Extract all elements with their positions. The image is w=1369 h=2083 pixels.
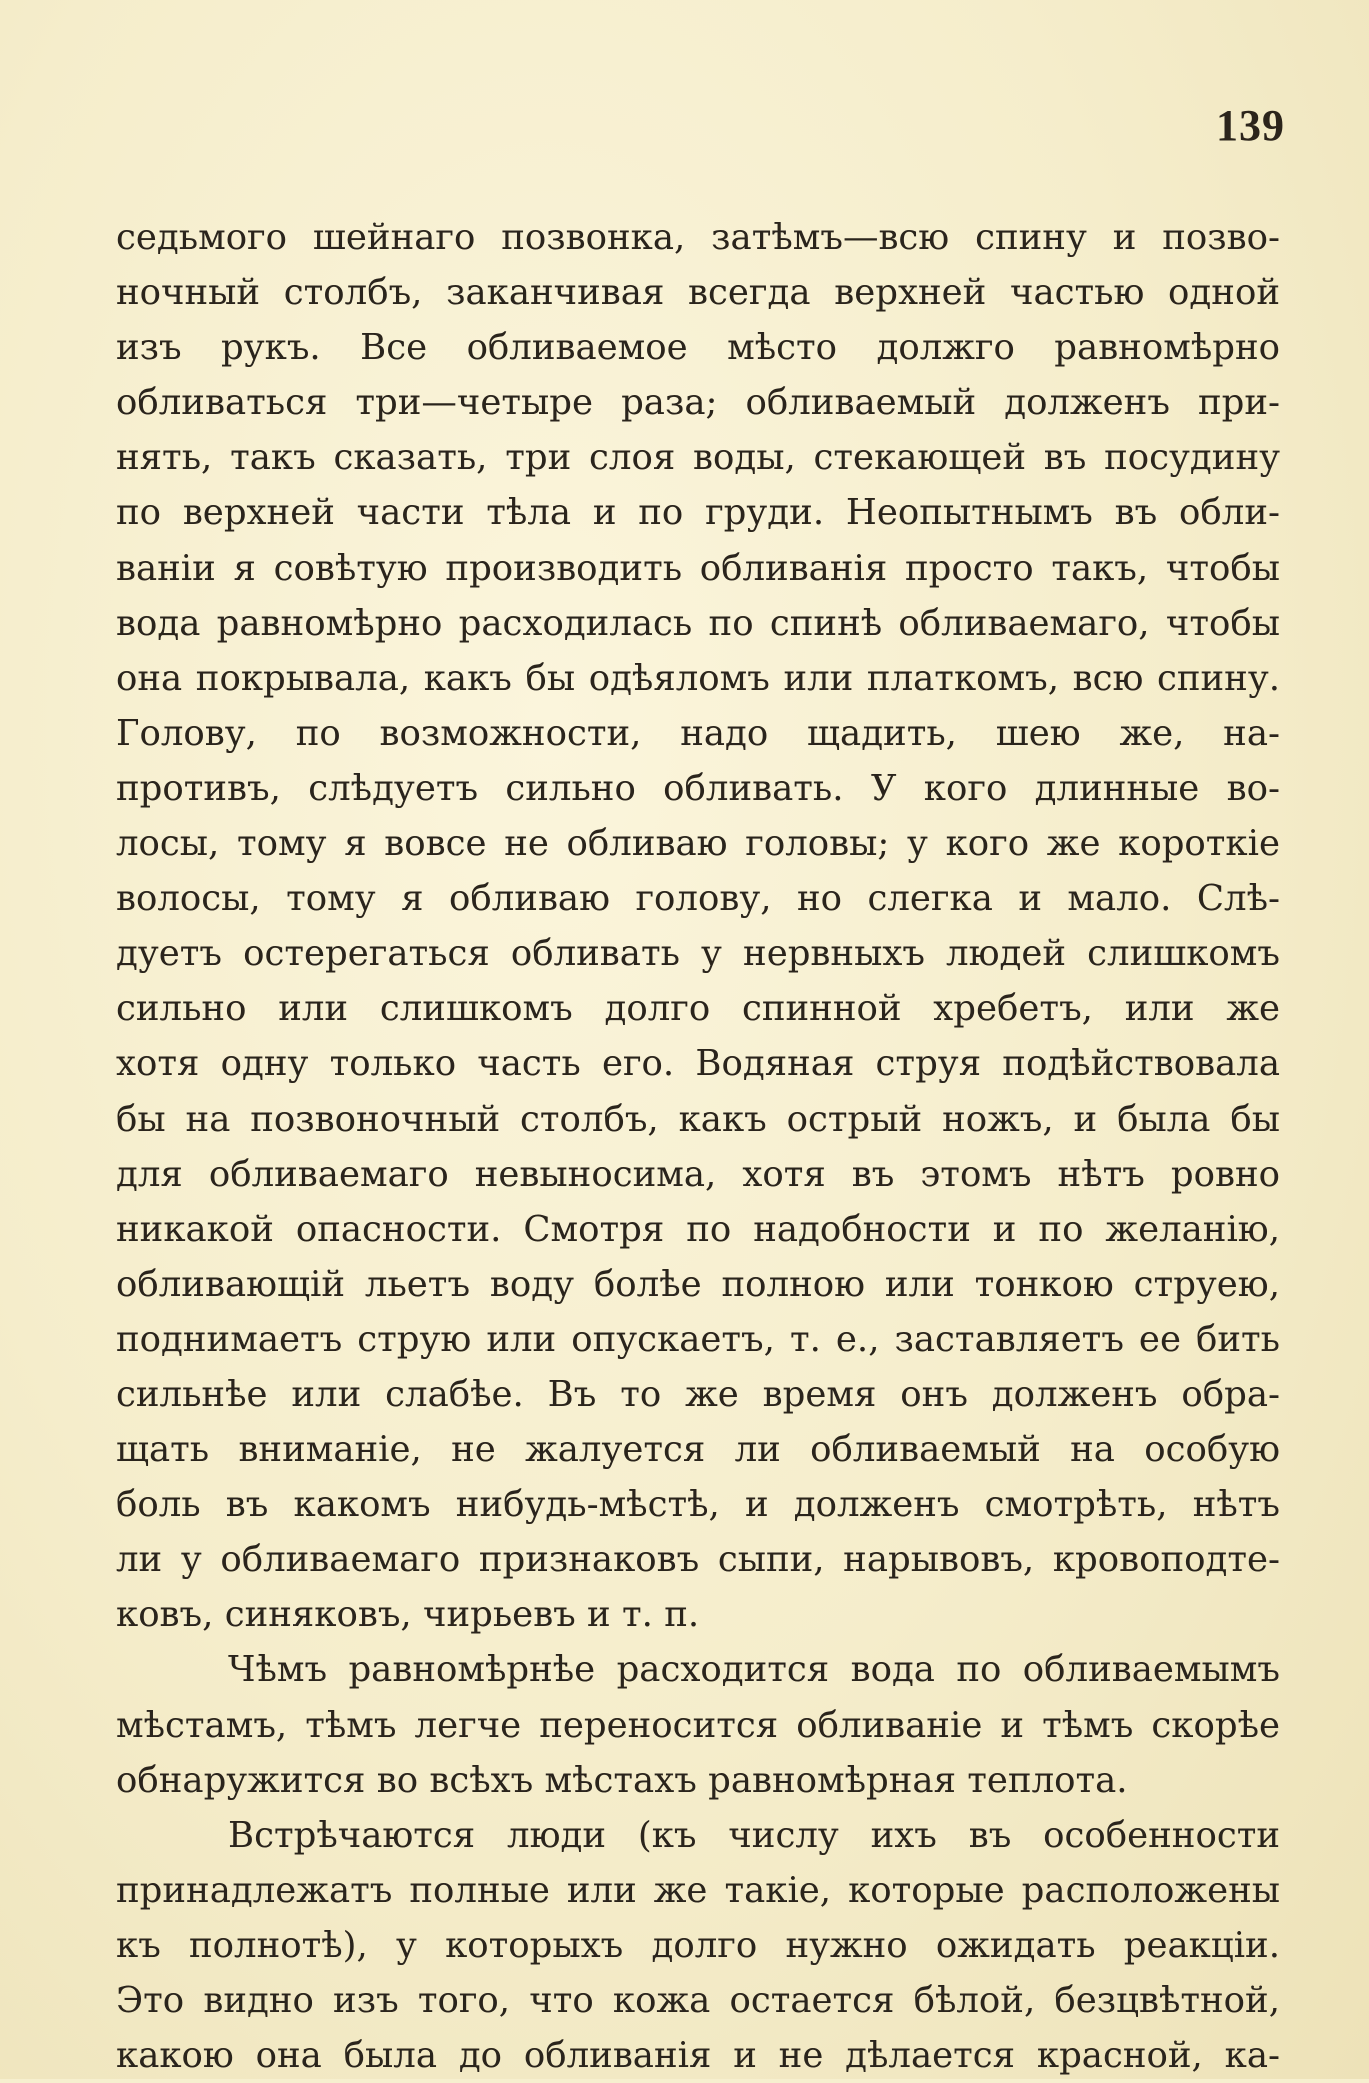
text-line: седьмого шейнаго позвонка, затѣмъ—всю спину и позво-: [116, 217, 1280, 258]
text-line: къ полнотѣ), у которыхъ долго нужно ожидать реакціи.: [116, 1924, 1280, 1966]
text-line: обливаться три—четыре раза; обливаемый долженъ при-: [116, 382, 1280, 424]
text-line: принадлежатъ полные или же такіе, которые расположены: [116, 1869, 1280, 1911]
page-number: 139: [1216, 101, 1285, 150]
text-line: Это видно изъ того, что кожа остается бѣлой, безцвѣтной,: [116, 1980, 1280, 2021]
text-line: какою она была до обливанія и не дѣлается красной, ка-: [116, 2035, 1280, 2077]
paragraph-3: [116, 1808, 1280, 2083]
text-line: для обливаемаго невыносима, хотя въ этомъ нѣтъ ровно: [116, 1153, 1280, 1195]
text-line: она покрывала, какъ бы одѣяломъ или платкомъ, всю спину.: [116, 657, 1280, 699]
text-line: хотя одну только часть его. Водяная струя подѣйствовала: [116, 1043, 1280, 1085]
text-line: сильно или слишкомъ долго спинной хребетъ, или же: [116, 988, 1280, 1030]
text-line: волосы, тому я обливаю голову, но слегка и мало. Слѣ-: [116, 878, 1280, 920]
text-line: сильнѣе или слабѣе. Въ то же время онъ долженъ обра-: [116, 1373, 1280, 1415]
text-line: ваніи я совѣтую производить обливанія просто такъ, чтобы: [116, 547, 1280, 589]
text-line: бы на позвоночный столбъ, какъ острый ножъ, и была бы: [116, 1098, 1280, 1140]
text-line: лосы, тому я вовсе не обливаю головы; у кого же короткіе: [116, 823, 1280, 865]
text-line: Голову, по возможности, надо щадить, шею же, на-: [116, 712, 1280, 754]
text-line: ковъ, синяковъ, чирьевъ и т. п.: [116, 1594, 700, 1636]
text-line: ли у обливаемаго признаковъ сыпи, нарывовъ, кровоподте-: [116, 1539, 1280, 1581]
text-line: Чѣмъ равномѣрнѣе расходится вода по обливаемымъ: [228, 1649, 1280, 1691]
text-line: никакой опасности. Смотря по надобности и по желанію,: [116, 1208, 1280, 1250]
text-line: поднимаетъ струю или опускаетъ, т. е., заставляетъ ее бить: [116, 1318, 1280, 1360]
body-text: [116, 210, 1280, 2083]
text-line: ночный столбъ, заканчивая всегда верхней частью одной: [116, 272, 1280, 314]
text-line: обливающій льетъ воду болѣе полною или тонкою струею,: [116, 1263, 1280, 1305]
text-line: дуетъ остерегаться обливать у нервныхъ людей слишкомъ: [116, 933, 1280, 975]
paragraph-2: [116, 1642, 1280, 1807]
paragraph-1: [116, 210, 1280, 1642]
text-line: мѣстамъ, тѣмъ легче переносится обливаніе и тѣмъ скорѣе: [116, 1704, 1280, 1746]
text-line: обнаружится во всѣхъ мѣстахъ равномѣрная теплота.: [116, 1759, 1128, 1801]
text-line: изъ рукъ. Все обливаемое мѣсто должго равномѣрно: [116, 327, 1280, 369]
text-line: по верхней части тѣла и по груди. Неопытнымъ въ обли-: [116, 492, 1280, 534]
text-line: Встрѣчаются люди (къ числу ихъ въ особенности: [228, 1814, 1280, 1856]
text-line: нять, такъ сказать, три слоя воды, стекающей въ посудину: [116, 437, 1280, 479]
text-line: противъ, слѣдуетъ сильно обливать. У кого длинные во-: [116, 767, 1280, 809]
text-line: вода равномѣрно расходилась по спинѣ обливаемаго, чтобы: [116, 602, 1280, 644]
text-line: щать вниманіе, не жалуется ли обливаемый на особую: [116, 1429, 1280, 1471]
text-line: боль въ какомъ нибудь-мѣстѣ, и долженъ смотрѣть, нѣтъ: [116, 1484, 1280, 1526]
